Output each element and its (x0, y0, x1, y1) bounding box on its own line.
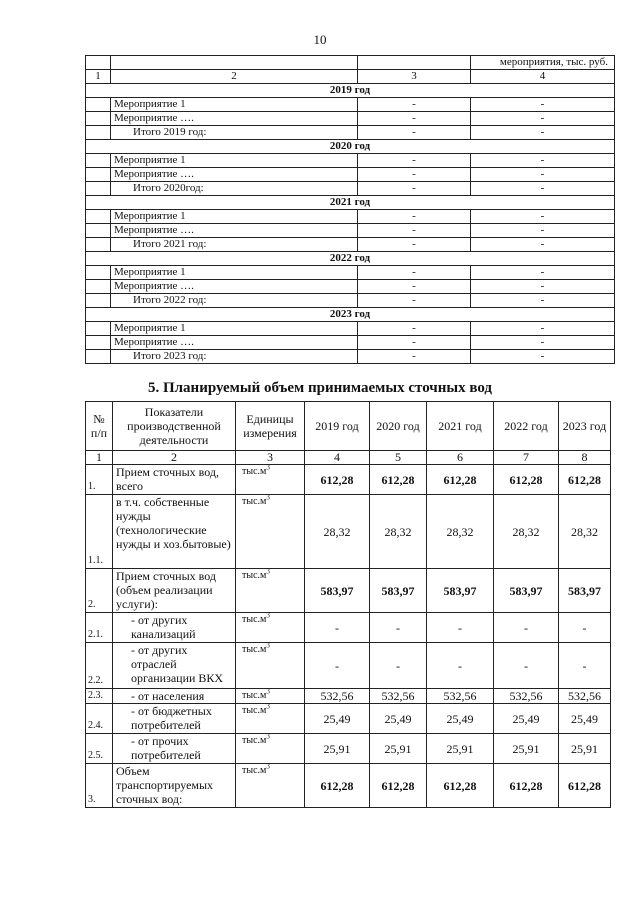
year-row (86, 140, 615, 154)
measure-value-col3: - (358, 182, 471, 196)
year-value: - (305, 643, 370, 689)
indicator-name: - от прочих потребителей (113, 734, 236, 764)
header-2020: 2020 год (370, 402, 427, 451)
table-row (86, 112, 615, 126)
unit-label: тыс.м (242, 644, 267, 655)
year-value: 612,28 (305, 465, 370, 495)
row-number: 2.2. (86, 643, 113, 689)
unit-superscript: 3 (266, 611, 270, 620)
indicator-name: - от бюджетных потребителей (113, 704, 236, 734)
measure-value-col3: - (358, 238, 471, 252)
year-value: - (370, 613, 427, 643)
unit-cell (236, 495, 305, 569)
year-value: 612,28 (559, 764, 611, 808)
row-number: 3. (86, 764, 113, 808)
indicator-name: Прием сточных вод, всего (113, 465, 236, 495)
measure-value-col4: - (471, 154, 615, 168)
table-row (86, 98, 615, 112)
table-row (86, 465, 611, 495)
measure-value-col3: - (358, 350, 471, 364)
measure-value-col3: - (358, 266, 471, 280)
year-value: - (559, 613, 611, 643)
page-number: 10 (313, 32, 327, 47)
indicator-name: - от других канализаций (113, 613, 236, 643)
wastewater-volume-table (85, 401, 611, 808)
year-value: 25,91 (305, 734, 370, 764)
year-value: 532,56 (559, 689, 611, 704)
year-value: - (494, 643, 559, 689)
unit-label: тыс.м (242, 765, 267, 776)
year-label: 2021 год (86, 196, 615, 210)
year-value: 532,56 (305, 689, 370, 704)
measure-name: Мероприятие 1 (111, 98, 358, 112)
table-row (86, 613, 611, 643)
year-value: 25,91 (370, 734, 427, 764)
year-value: - (370, 643, 427, 689)
table-row (86, 643, 611, 689)
table-row (86, 168, 615, 182)
header-2019: 2019 год (305, 402, 370, 451)
header-unit: Единицы измерения (236, 402, 305, 451)
measure-name: Мероприятие …. (111, 112, 358, 126)
indicator-name: - от населения (113, 689, 236, 704)
row-number: 2.5. (86, 734, 113, 764)
table-row (86, 154, 615, 168)
year-value: 25,49 (427, 704, 494, 734)
numbering-row: 1 2 3 4 5 6 7 8 (86, 451, 611, 465)
row-number: 2.4. (86, 704, 113, 734)
measure-value-col4: - (471, 210, 615, 224)
year-value: 25,91 (427, 734, 494, 764)
measure-value-col3: - (358, 98, 471, 112)
year-value: 583,97 (559, 569, 611, 613)
year-value: 612,28 (305, 764, 370, 808)
indicator-name: Объем транспортируемых сточных вод: (113, 764, 236, 808)
measure-name: Мероприятие 1 (111, 154, 358, 168)
table-row (86, 689, 611, 704)
table-header-row (86, 56, 615, 70)
measure-value-col3: - (358, 294, 471, 308)
table-row (86, 294, 615, 308)
table-row (86, 126, 615, 140)
year-value: 28,32 (370, 495, 427, 569)
year-value: 612,28 (494, 465, 559, 495)
measure-value-col3: - (358, 280, 471, 294)
measure-value-col3: - (358, 224, 471, 238)
measure-value-col3: - (358, 154, 471, 168)
table-row (86, 764, 611, 808)
measure-value-col3: - (358, 336, 471, 350)
unit-superscript: 3 (266, 687, 270, 696)
row-number: 1. (86, 465, 113, 495)
year-row (86, 196, 615, 210)
unit-label: тыс.м (242, 496, 267, 507)
measure-value-col3: - (358, 126, 471, 140)
unit-superscript: 3 (266, 567, 270, 576)
section-title: 5. Планируемый объем принимаемых сточных вод (147, 380, 493, 396)
year-value: 25,91 (559, 734, 611, 764)
year-value: 28,32 (305, 495, 370, 569)
year-label: 2020 год (86, 140, 615, 154)
unit-superscript: 3 (266, 493, 270, 502)
measure-name: Мероприятие 1 (111, 266, 358, 280)
indicator-name: - от других отраслей организации ВКХ (113, 643, 236, 689)
year-label: 2019 год (86, 84, 615, 98)
measure-name: Итого 2019 год: (111, 126, 358, 140)
table-row (86, 322, 615, 336)
year-value: 25,49 (305, 704, 370, 734)
unit-cell (236, 569, 305, 613)
year-value: 583,97 (427, 569, 494, 613)
measure-value-col3: - (358, 210, 471, 224)
year-value: - (305, 613, 370, 643)
table-row (86, 238, 615, 252)
unit-cell (236, 613, 305, 643)
table-row (86, 336, 615, 350)
measure-name: Итого 2023 год: (111, 350, 358, 364)
table-header-row (86, 402, 611, 451)
measure-name: Мероприятие …. (111, 168, 358, 182)
measure-name: Мероприятие …. (111, 336, 358, 350)
year-value: 612,28 (427, 465, 494, 495)
table-row (86, 266, 615, 280)
measure-value-col3: - (358, 168, 471, 182)
measure-value-col4: - (471, 182, 615, 196)
year-value: 612,28 (494, 764, 559, 808)
measure-value-col4: - (471, 112, 615, 126)
table-row (86, 210, 615, 224)
table-row (86, 182, 615, 196)
measure-value-col4: - (471, 168, 615, 182)
unit-cell (236, 764, 305, 808)
year-value: 25,91 (494, 734, 559, 764)
row-number: 2. (86, 569, 113, 613)
numbering-row: 1 2 3 4 (86, 70, 615, 84)
unit-superscript: 3 (266, 702, 270, 711)
measure-name: Мероприятие …. (111, 224, 358, 238)
table-row (86, 280, 615, 294)
measure-value-col4: - (471, 336, 615, 350)
row-number: 2.1. (86, 613, 113, 643)
year-value: 583,97 (305, 569, 370, 613)
unit-superscript: 3 (266, 641, 270, 650)
year-row (86, 252, 615, 266)
table-row (86, 224, 615, 238)
unit-superscript: 3 (266, 463, 270, 472)
year-row (86, 308, 615, 322)
measure-value-col4: - (471, 224, 615, 238)
header-2022: 2022 год (494, 402, 559, 451)
unit-label: тыс.м (242, 735, 267, 746)
unit-label: тыс.м (242, 614, 267, 625)
header-np: № п/п (86, 402, 113, 451)
year-value: 612,28 (370, 465, 427, 495)
unit-superscript: 3 (266, 762, 270, 771)
measure-name: Итого 2020год: (111, 182, 358, 196)
unit-cell (236, 734, 305, 764)
row-number: 2.3. (86, 689, 113, 704)
year-value: - (427, 613, 494, 643)
unit-cell (236, 704, 305, 734)
header-2021: 2021 год (427, 402, 494, 451)
measure-value-col4: - (471, 294, 615, 308)
table-row (86, 350, 615, 364)
header-indicator: Показатели производственной деятельности (113, 402, 236, 451)
measure-name: Итого 2021 год: (111, 238, 358, 252)
year-label: 2022 год (86, 252, 615, 266)
measures-table (85, 55, 615, 364)
year-value: 25,49 (370, 704, 427, 734)
unit-label: тыс.м (242, 466, 267, 477)
measure-value-col4: - (471, 238, 615, 252)
table-row (86, 495, 611, 569)
unit-cell (236, 689, 305, 704)
measure-value-col4: - (471, 280, 615, 294)
measure-name: Мероприятие 1 (111, 210, 358, 224)
header-2023: 2023 год (559, 402, 611, 451)
measure-value-col4: - (471, 322, 615, 336)
measure-value-col4: - (471, 266, 615, 280)
year-label: 2023 год (86, 308, 615, 322)
year-value: 612,28 (559, 465, 611, 495)
year-value: 25,49 (494, 704, 559, 734)
unit-label: тыс.м (242, 570, 267, 581)
year-value: 28,32 (494, 495, 559, 569)
unit-superscript: 3 (266, 732, 270, 741)
year-value: 583,97 (370, 569, 427, 613)
row-number: 1.1. (86, 495, 113, 569)
year-value: - (559, 643, 611, 689)
table-row (86, 704, 611, 734)
measure-value-col3: - (358, 112, 471, 126)
table-row (86, 569, 611, 613)
indicator-name: в т.ч. собственные нужды (технологические нужды и хоз.бытовые) (113, 495, 236, 569)
measure-name: Мероприятие 1 (111, 322, 358, 336)
unit-cell (236, 465, 305, 495)
indicator-name: Прием сточных вод (объем реализации услуги): (113, 569, 236, 613)
year-value: 25,49 (559, 704, 611, 734)
year-value: 532,56 (370, 689, 427, 704)
header-col4: мероприятия, тыс. руб. (471, 56, 615, 70)
year-row (86, 84, 615, 98)
unit-label: тыс.м (242, 705, 267, 716)
measure-value-col4: - (471, 126, 615, 140)
measure-name: Мероприятие …. (111, 280, 358, 294)
measure-value-col4: - (471, 98, 615, 112)
year-value: - (494, 613, 559, 643)
measure-value-col4: - (471, 350, 615, 364)
year-value: 583,97 (494, 569, 559, 613)
year-value: 612,28 (370, 764, 427, 808)
year-value: 28,32 (427, 495, 494, 569)
table-row (86, 734, 611, 764)
unit-cell (236, 643, 305, 689)
measure-name: Итого 2022 год: (111, 294, 358, 308)
year-value: 532,56 (427, 689, 494, 704)
year-value: 28,32 (559, 495, 611, 569)
year-value: 612,28 (427, 764, 494, 808)
measure-value-col3: - (358, 322, 471, 336)
year-value: - (427, 643, 494, 689)
unit-label: тыс.м (242, 690, 267, 701)
year-value: 532,56 (494, 689, 559, 704)
